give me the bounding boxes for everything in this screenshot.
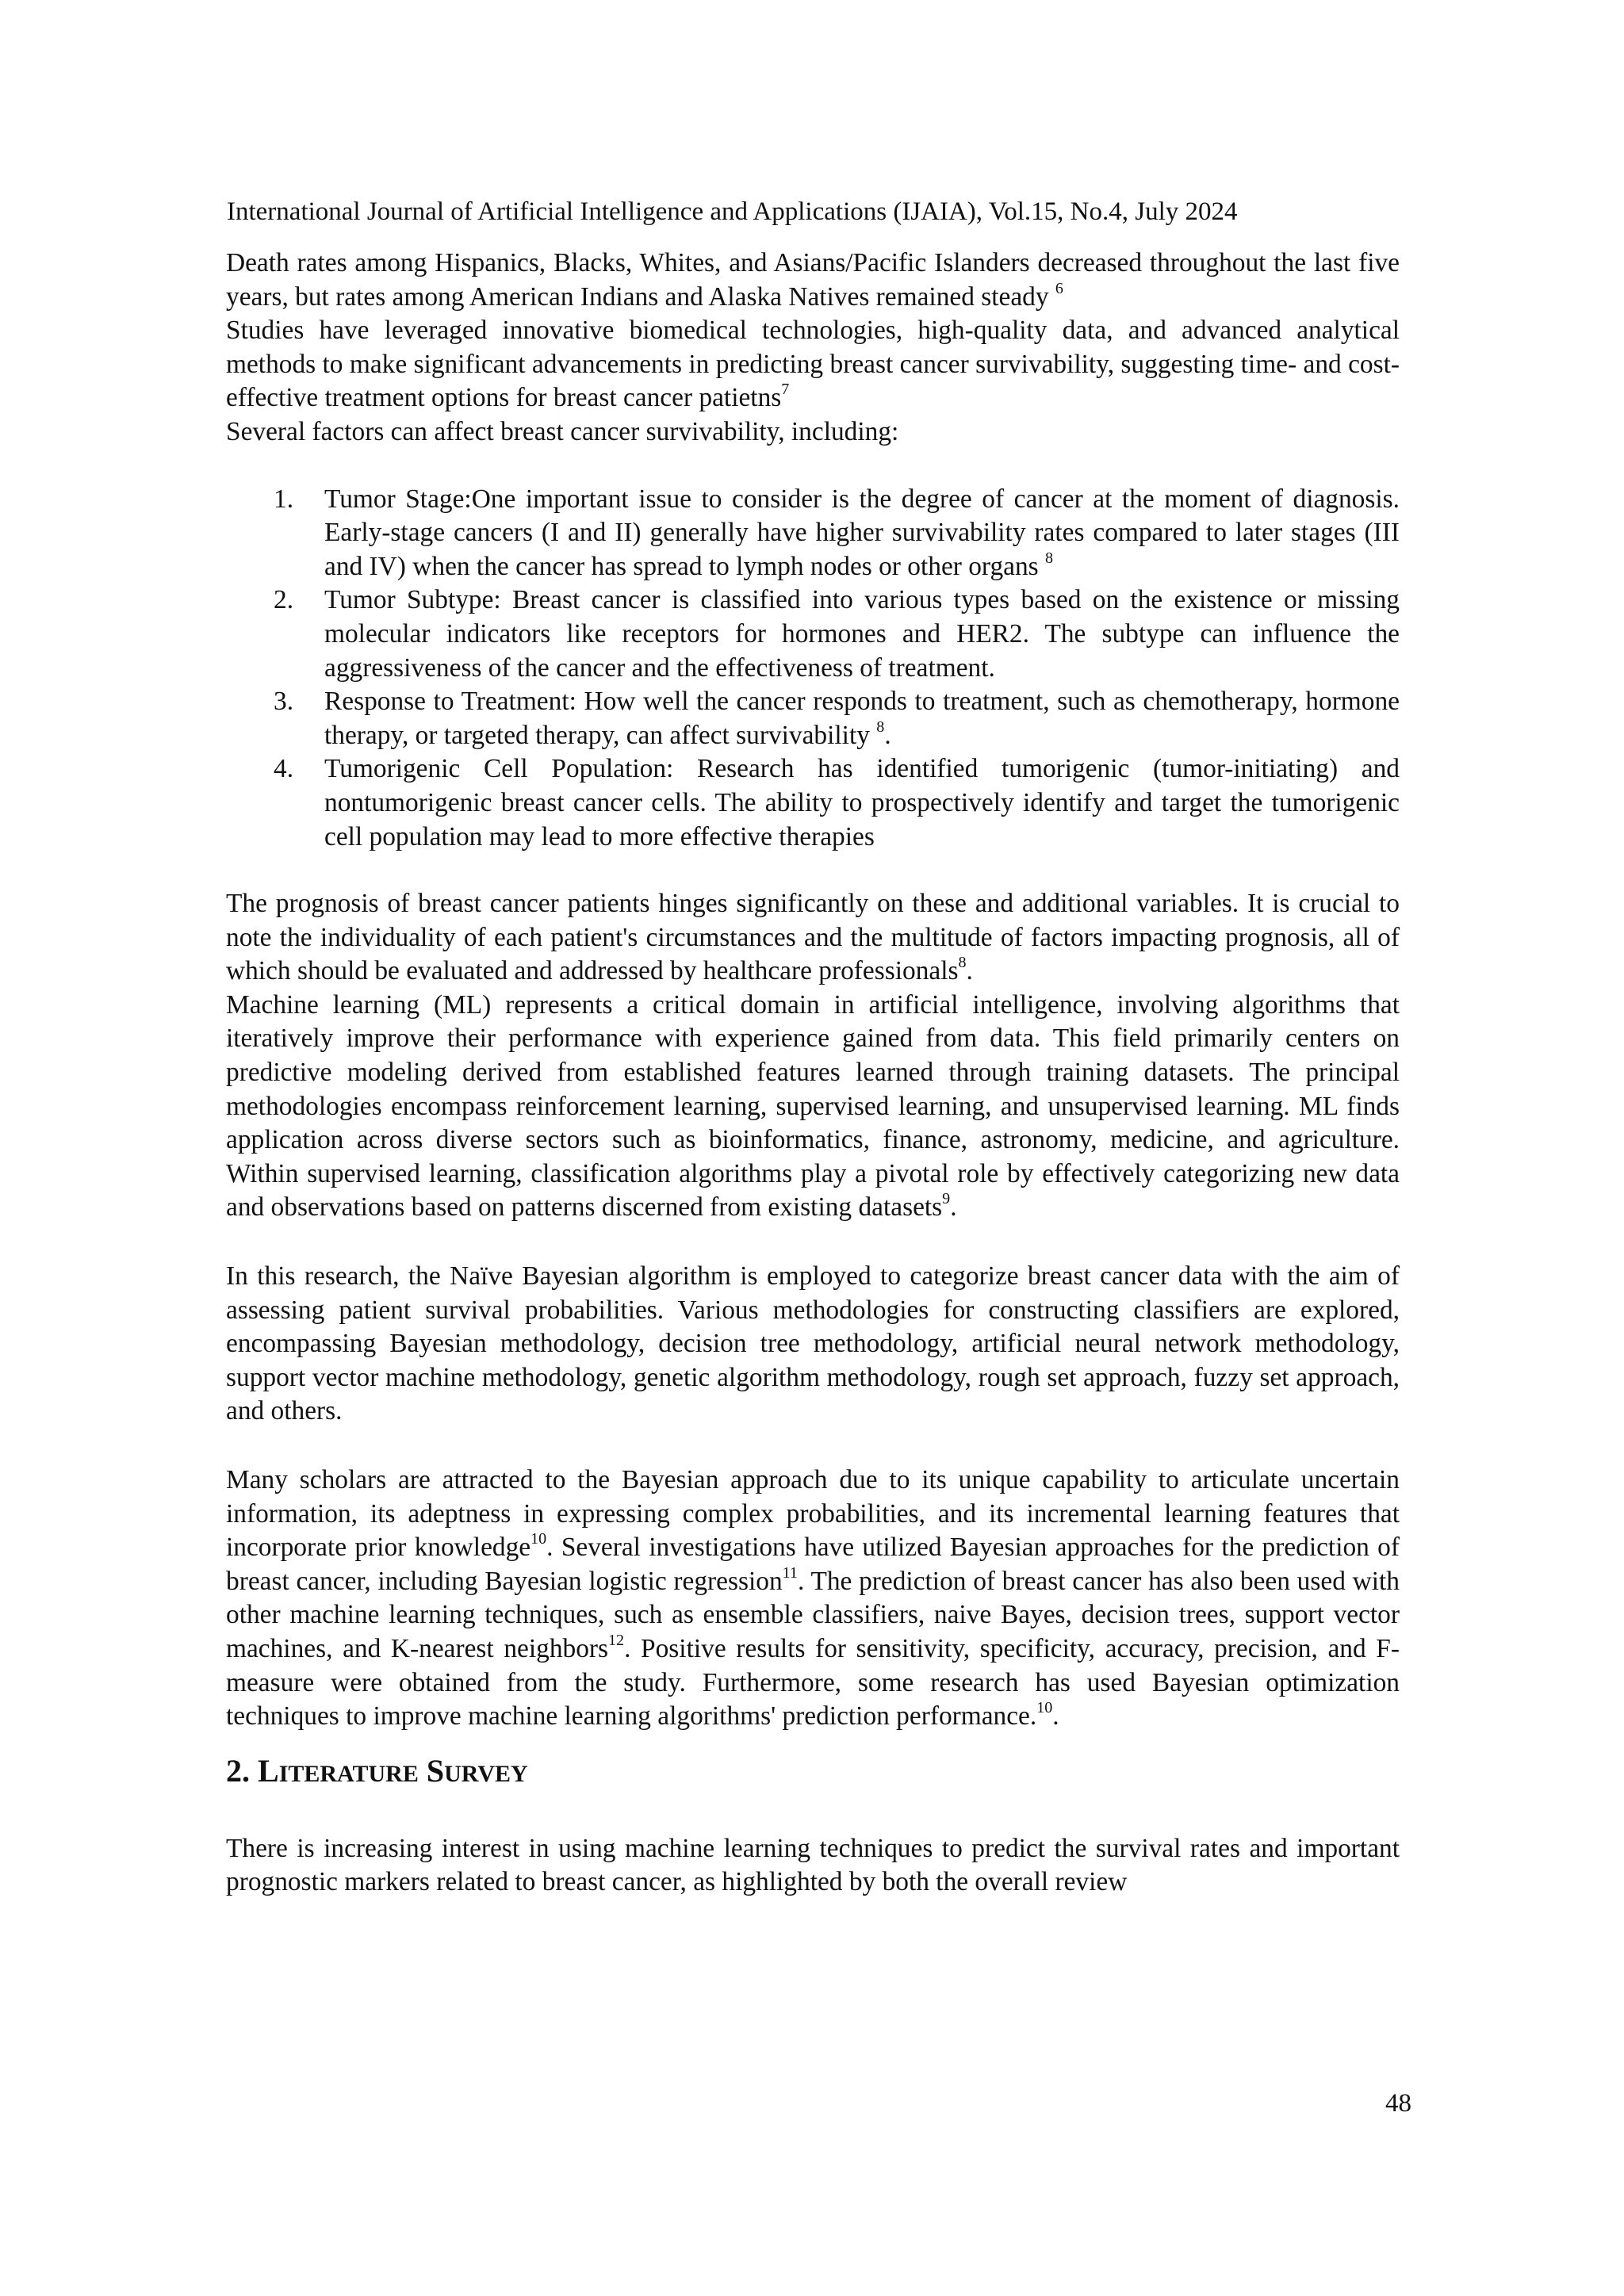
- running-header: International Journal of Artificial Intelligence and Applications (IJAIA), Vol.15, No.4, July 2024: [227, 197, 1238, 226]
- list-item: [226, 752, 1400, 854]
- paragraph-text: Machine learning (ML) represents a critical domain in artificial intelligence, involving algorithms that iteratively improve their performance with experience gained from data. This field primarily centers on predictive modeling derived from established features learned through training datasets. The principal methodologies encompass reinforcement learning, supervised learning, and unsupervised learning. ML finds application across diverse sectors such as bioinformatics, finance, astronomy, medicine, and agriculture. Within supervised learning, classification algorithms play a pivotal role by effectively categorizing new data and observations based on patterns discerned from existing datasets: [226, 989, 1400, 1223]
- citation: 12: [608, 1631, 625, 1649]
- section-number: 2.: [226, 1752, 250, 1789]
- paragraph-prognosis: [226, 887, 1400, 989]
- citation: 8: [958, 954, 967, 972]
- punctuation: .: [1052, 1701, 1059, 1732]
- paragraph-death-rates: [226, 247, 1400, 314]
- citation: 10: [1036, 1699, 1053, 1717]
- paragraph-text: Studies have leveraged innovative biomedical technologies, high-quality data, and advanced analytical methods to make significant advancements in predicting breast cancer survivability, suggesting time- and cost-effective treatment options for breast cancer patietns: [226, 316, 1400, 413]
- paragraph-text: . Positive results for sensitivity, specificity, accuracy, precision, and F-measure were obtained from the study. Furthermore, some research has used Bayesian optimization techniques to improve machine learning algorithms' prediction performance.: [226, 1633, 1400, 1732]
- punctuation: .: [966, 956, 973, 986]
- paragraph-text: Many scholars are attracted to the Bayesian approach due to its unique capability to articulate uncertain information, its adeptness in expressing complex probabilities, and its incremental learning features that incorporate prior knowledge: [226, 1465, 1400, 1563]
- paragraph-literature: There is increasing interest in using machine learning techniques to predict the survival rates and important prognostic markers related to breast cancer, as highlighted by both the overall review: [226, 1833, 1400, 1897]
- spacer: [226, 854, 1400, 887]
- citation: 8: [1045, 549, 1054, 567]
- punctuation: .: [950, 1192, 957, 1223]
- paragraph-machine-learning: [226, 989, 1400, 1225]
- citation: 6: [1055, 279, 1063, 297]
- section-title-letter: S: [426, 1752, 445, 1789]
- section-title-smallcaps: URVEY: [444, 1760, 528, 1787]
- citation: 11: [782, 1563, 798, 1582]
- citation: 9: [942, 1190, 951, 1208]
- list-item: [226, 685, 1400, 752]
- body-text: [226, 247, 1400, 1900]
- list-item: [226, 483, 1400, 584]
- section-title-letter: L: [258, 1752, 279, 1789]
- factors-list: [226, 483, 1400, 855]
- punctuation: .: [884, 720, 891, 750]
- list-number: 2.: [274, 585, 294, 615]
- paragraph-studies: [226, 314, 1400, 415]
- spacer: [226, 1816, 1400, 1832]
- spacer: [226, 1225, 1400, 1260]
- section-title-smallcaps: ITERATURE: [278, 1760, 419, 1787]
- citation: 7: [781, 381, 790, 399]
- citation: 10: [530, 1530, 547, 1548]
- list-item-text: Tumor Subtype: Breast cancer is classified into various types based on the existence or missing molecular indicators like receptors for hormones and HER2. The subtype can influence the aggressiveness of the cancer and the effectiveness of treatment.: [324, 585, 1400, 683]
- list-number: 4.: [274, 754, 294, 784]
- list-item-text: Tumor Stage:One important issue to consider is the degree of cancer at the moment of diagnosis. Early-stage cancers (I and II) generally have higher survivability rates compared to later stages (III and IV) when the cancer has spread to lymph nodes or other organs: [324, 484, 1400, 581]
- paragraph-factors-intro: Several factors can affect breast cancer survivability, including:: [226, 416, 899, 446]
- paragraph-text: . The prediction of breast cancer has also been used with other machine learning techniques, such as ensemble classifiers, naive Bayes, decision trees, support vector machines, and K-nearest neighbors: [226, 1566, 1400, 1663]
- section-heading-wrapper: [226, 1734, 1400, 1816]
- section-heading: [226, 1751, 1400, 1794]
- paragraph-text: . Several investigations have utilized Bayesian approaches for the prediction of breast cancer, including Bayesian logistic regression: [226, 1533, 1400, 1596]
- page-number: 48: [1385, 2089, 1411, 2118]
- paragraph-naive-bayes: In this research, the Naïve Bayesian algorithm is employed to categorize breast cancer data with the aim of assessing patient survival probabilities. Various methodologies for constructing classifiers are explored, encompassing Bayesian methodology, decision tree methodology, artificial neural network methodology, support vector machine methodology, genetic algorithm methodology, rough set approach, fuzzy set approach, and others.: [226, 1261, 1400, 1426]
- list-number: 3.: [274, 687, 294, 717]
- paragraph-text: Death rates among Hispanics, Blacks, Whites, and Asians/Pacific Islanders decreased throughout the last five years, but rates among American Indians and Alaska Natives remained steady: [226, 248, 1400, 312]
- list-number: 1.: [274, 484, 294, 514]
- paragraph-bayesian-approach: [226, 1464, 1400, 1734]
- spacer: [226, 1429, 1400, 1464]
- list-item-text: Response to Treatment: How well the cancer responds to treatment, such as chemotherapy, hormone therapy, or targeted therapy, can affect survivability: [324, 687, 1400, 750]
- list-item-text: Tumorigenic Cell Population: Research has identified tumorigenic (tumor-initiating) and nontumorigenic breast cancer cells. The ability to prospectively identify and target the tumorigenic cell population may lead to more effective therapies: [324, 754, 1400, 851]
- paragraph-text: The prognosis of breast cancer patients hinges significantly on these and additional variables. It is crucial to note the individuality of each patient's circumstances and the multitude of factors impacting prognosis, all of which should be evaluated and addressed by healthcare professionals: [226, 889, 1400, 986]
- citation: 8: [876, 718, 885, 736]
- list-item: [226, 584, 1400, 685]
- spacer: [226, 450, 1400, 483]
